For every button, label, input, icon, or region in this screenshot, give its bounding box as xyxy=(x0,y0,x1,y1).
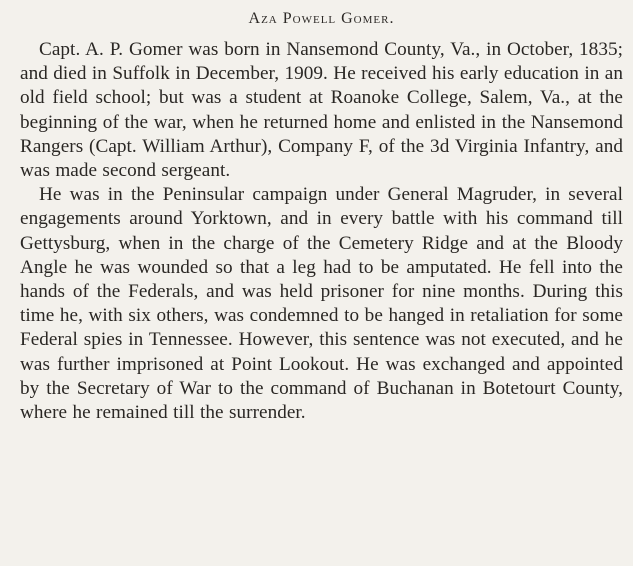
paragraph-war-service: He was in the Peninsular campaign under General Magruder, in several engagements around Yorktown, and in every battle with his command till Gettysburg, when in the charge of the Cemetery Ridge and at the Bloody Angle he was wounded so that a leg had to be amputated. He fell into the hands of the Federals, and was held prisoner for nine months. During this time he, with six others, was condemned to be hanged in retaliation for some Federal spies in Tennessee. However, this sentence was not executed, and he was further imprisoned at Point Lookout. He was exchanged and appointed by the Secretary of War to the command of Buchanan in Botetourt County, where he remained till the surrender. xyxy=(20,184,623,424)
paragraph-birth-education: Capt. A. P. Gomer was born in Nansemond County, Va., in October, 1835; and died in Suffolk in December, 1909. He received his early education in an old field school; but was a student at Roanoke College, Salem, Va., at the beginning of the war, when he returned home and enlisted in the Nansemond Rangers (Capt. William Arthur), Company F, of the 3d Virginia Infantry, and was made second sergeant. xyxy=(20,39,623,182)
article-title: Aza Powell Gomer. xyxy=(248,10,395,27)
